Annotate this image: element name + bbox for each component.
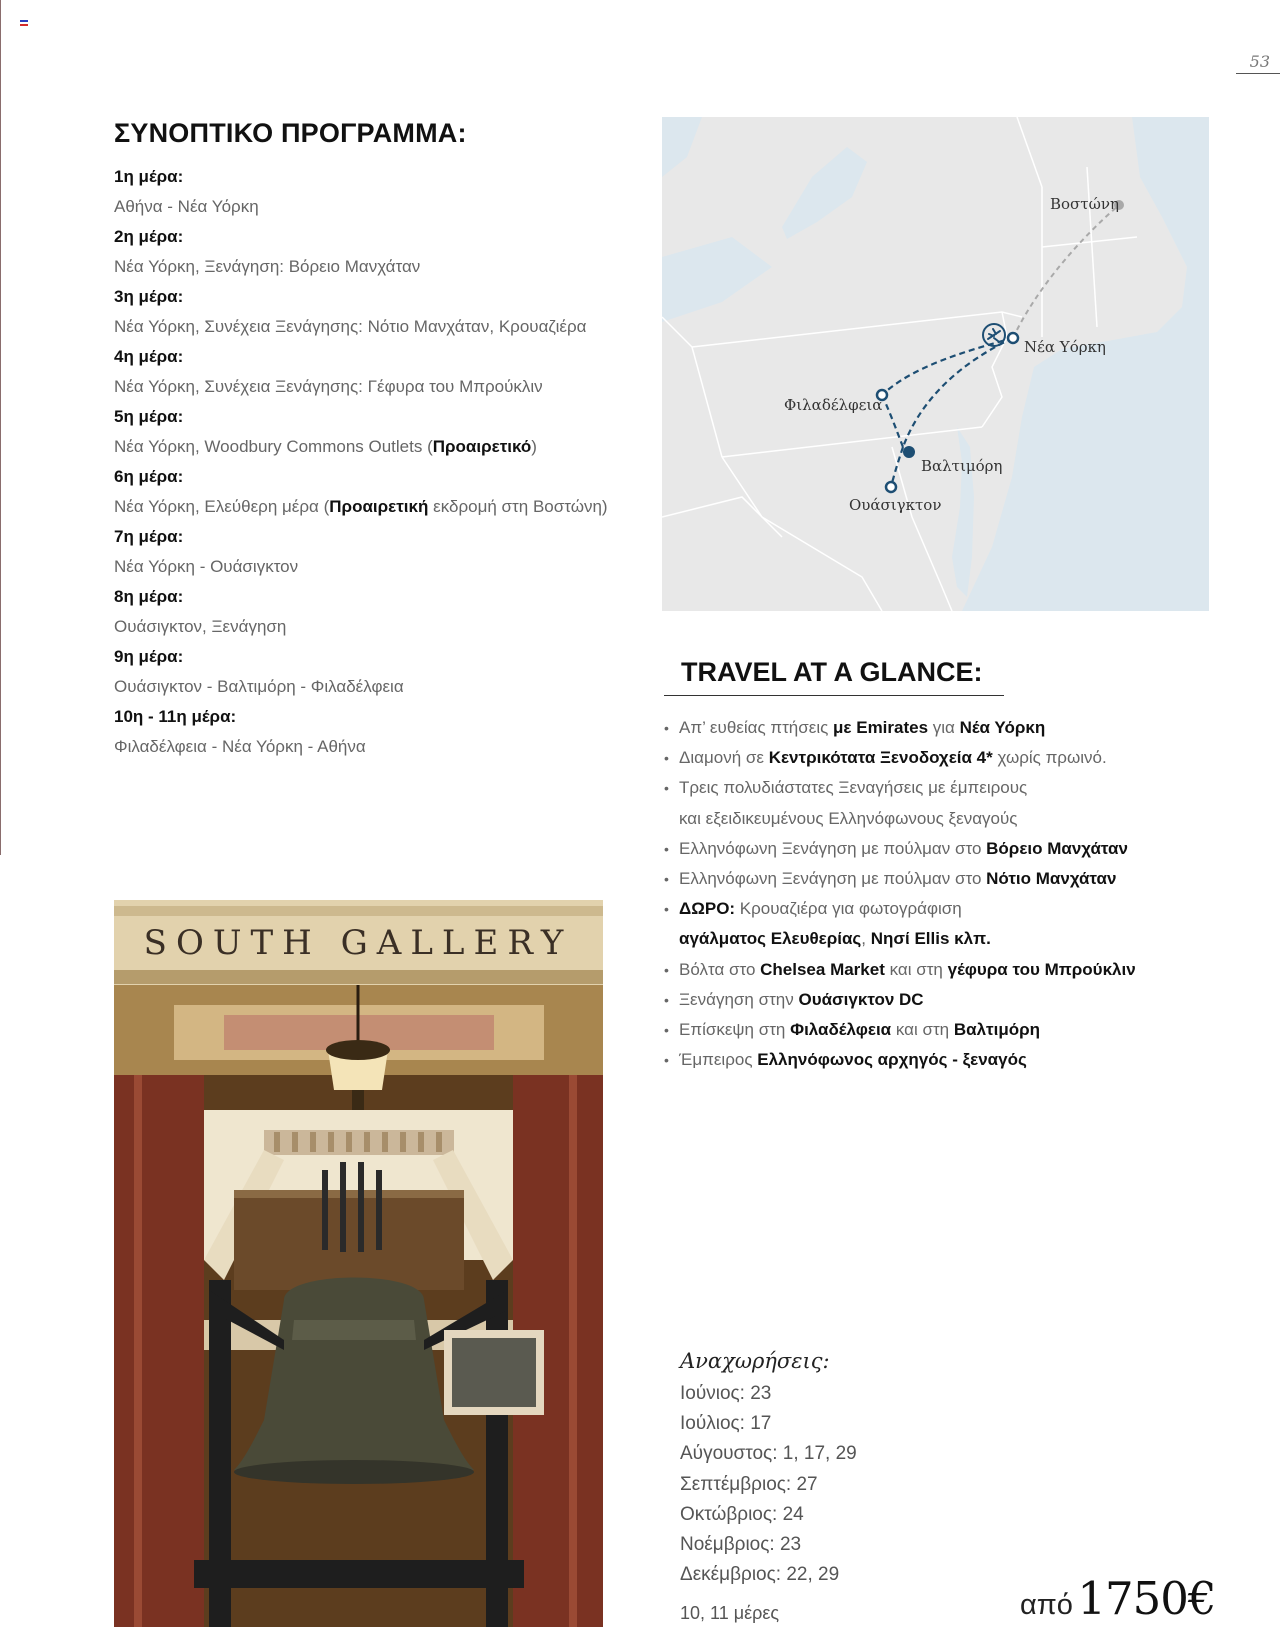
- liberty-bell-photo: [114, 900, 603, 1627]
- day-label: 4η μέρα:: [114, 347, 184, 366]
- map-label-new-york: Νέα Υόρκη: [1024, 338, 1106, 356]
- glance-item: [664, 864, 1264, 894]
- glance-item: [664, 985, 1264, 1015]
- page-edge-rule: [0, 0, 1, 855]
- departure-month: Σεπτέμβριος: 27: [680, 1473, 818, 1495]
- glance-item-text: Κρουαζιέρα για φωτογράφιση: [735, 899, 962, 919]
- glance-item-text: Απ’ ευθείας πτήσεις: [679, 718, 834, 737]
- glance-item: [664, 804, 1264, 834]
- glance-item-emphasis: γέφυρα του Μπρούκλιν: [947, 959, 1136, 979]
- glance-item-text: Έμπειρος: [679, 1050, 758, 1070]
- glance-item-text: χωρίς πρωινό.: [992, 748, 1107, 768]
- glance-item: [664, 773, 1264, 803]
- map-label-washington: Ουάσιγκτον: [849, 496, 942, 514]
- day-label: 10η - 11η μέρα:: [114, 707, 237, 726]
- day-text: Νέα Υόρκη, Woodbury Commons Outlets (Προαιρετικό): [114, 437, 537, 456]
- glance-item-text: Βόλτα στο: [679, 959, 761, 979]
- day-text: Ουάσιγκτον, Ξενάγηση: [114, 617, 287, 636]
- glance-item-emphasis: Chelsea Market: [760, 959, 885, 979]
- departures-list: [680, 1379, 857, 1590]
- glance-item: [664, 743, 1264, 773]
- program-days: [114, 162, 654, 762]
- glance-item-text: και εξειδικευμένους Ελληνόφωνους ξεναγούς: [679, 808, 1018, 828]
- day-text: Φιλαδέλφεια - Νέα Υόρκη - Αθήνα: [114, 737, 366, 756]
- day-text: Νέα Υόρκη, Ελεύθερη μέρα (Προαιρετική εκδρομή στη Βοστώνη): [114, 497, 608, 516]
- day-text: Νέα Υόρκη, Ξενάγηση: Βόρειο Μανχάταν: [114, 257, 421, 276]
- departure-month: Δεκέμβριος: 22, 29: [680, 1564, 840, 1586]
- glance-item-emphasis: Ελληνόφωνος αρχηγός - ξεναγός: [757, 1050, 1027, 1070]
- price: [1020, 1572, 1216, 1625]
- trip-duration: 10, 11 μέρες: [680, 1603, 780, 1623]
- glance-item-emphasis: ΔΩΡΟ:: [679, 899, 736, 919]
- glance-list: [664, 713, 1264, 1075]
- glance-item-text: ,: [861, 929, 871, 949]
- day-label: 5η μέρα:: [114, 407, 184, 426]
- departure-month: Νοέμβριος: 23: [680, 1534, 802, 1556]
- map-label-philadelphia: Φιλαδέλφεια: [784, 396, 883, 414]
- page-number-rule: [1236, 73, 1280, 74]
- departure-month: Ιούνιος: 23: [680, 1383, 772, 1404]
- glance-item-text: και στη: [891, 1020, 954, 1040]
- glance-item-emphasis: Φιλαδέλφεια: [790, 1020, 892, 1040]
- day-label: 2η μέρα:: [114, 227, 184, 246]
- glance-item-text: Διαμονή σε: [679, 748, 769, 768]
- glance-item-text: Ξενάγηση στην: [679, 989, 799, 1009]
- day-label: 1η μέρα:: [114, 167, 184, 186]
- glance-item-text: Τρεις πολυδιάστατες Ξεναγήσεις με έμπειρους: [679, 778, 1028, 798]
- photo-sign-text: SOUTH GALLERY: [143, 923, 573, 963]
- glance-item: [664, 894, 1264, 924]
- map-label-boston: Βοστώνη: [1050, 195, 1119, 213]
- day-text: Ουάσιγκτον - Βαλτιμόρη - Φιλαδέλφεια: [114, 677, 404, 696]
- glance-item-emphasis: Νότιο Μανχάταν: [986, 869, 1117, 889]
- glance-item: [664, 955, 1264, 985]
- day-label: 6η μέρα:: [114, 467, 184, 486]
- glance-title: TRAVEL AT A GLANCE:: [681, 657, 983, 687]
- glance-item: [664, 834, 1264, 864]
- price-amount: 1750€: [1077, 1572, 1216, 1625]
- page-number: 53: [1249, 52, 1270, 71]
- day-text: Νέα Υόρκη, Συνέχεια Ξενάγησης: Νότιο Μανχάταν, Κρουαζιέρα: [114, 317, 587, 336]
- day-label: 9η μέρα:: [114, 647, 184, 666]
- glance-item: [664, 1045, 1264, 1075]
- glance-item-emphasis: Νησί Ellis κλπ.: [870, 929, 991, 949]
- price-prefix: από: [1020, 1589, 1073, 1621]
- day-text: Νέα Υόρκη - Ουάσιγκτον: [114, 557, 299, 576]
- day-label: 3η μέρα:: [114, 287, 184, 306]
- glance-item-emphasis: Βόρειο Μανχάταν: [986, 838, 1128, 858]
- glance-item: [664, 924, 1264, 954]
- glance-item-text: και στη: [884, 959, 948, 979]
- glance-item-text: για: [928, 718, 960, 737]
- flag-icon: [20, 20, 28, 26]
- glance-item-text: Ελληνόφωνη Ξενάγηση με πούλμαν στο: [679, 869, 987, 889]
- glance-item-emphasis: με Emirates: [833, 718, 929, 737]
- glance-item: [664, 1015, 1264, 1045]
- day-text: Νέα Υόρκη, Συνέχεια Ξενάγησης: Γέφυρα του Μπρούκλιν: [114, 377, 543, 396]
- route-map: [662, 117, 1209, 611]
- glance-item-emphasis: Ουάσιγκτον DC: [798, 989, 924, 1009]
- glance-item: [664, 713, 1264, 743]
- departure-month: Ιούλιος: 17: [680, 1413, 772, 1435]
- glance-item-emphasis: Νέα Υόρκη: [959, 718, 1046, 737]
- program-title: ΣΥΝΟΠΤΙΚΟ ΠΡΟΓΡΑΜΜΑ:: [114, 118, 467, 148]
- glance-item-emphasis: αγάλματος Ελευθερίας: [679, 929, 862, 949]
- glance-item-emphasis: Βαλτιμόρη: [953, 1020, 1041, 1040]
- map-label-baltimore: Βαλτιμόρη: [921, 457, 1003, 475]
- departure-month: Αύγουστος: 1, 17, 29: [680, 1443, 857, 1465]
- glance-title-rule: [664, 695, 1004, 696]
- day-text: Αθήνα - Νέα Υόρκη: [114, 197, 259, 216]
- departures-title: Αναχωρήσεις:: [680, 1349, 830, 1373]
- glance-item-emphasis: Κεντρικότατα Ξενοδοχεία 4*: [768, 748, 993, 768]
- day-label: 8η μέρα:: [114, 587, 184, 606]
- day-label: 7η μέρα:: [114, 527, 184, 546]
- glance-item-text: Επίσκεψη στη: [679, 1020, 791, 1040]
- glance-item-text: Ελληνόφωνη Ξενάγηση με πούλμαν στο: [679, 838, 987, 858]
- departure-month: Οκτώβριος: 24: [680, 1503, 804, 1525]
